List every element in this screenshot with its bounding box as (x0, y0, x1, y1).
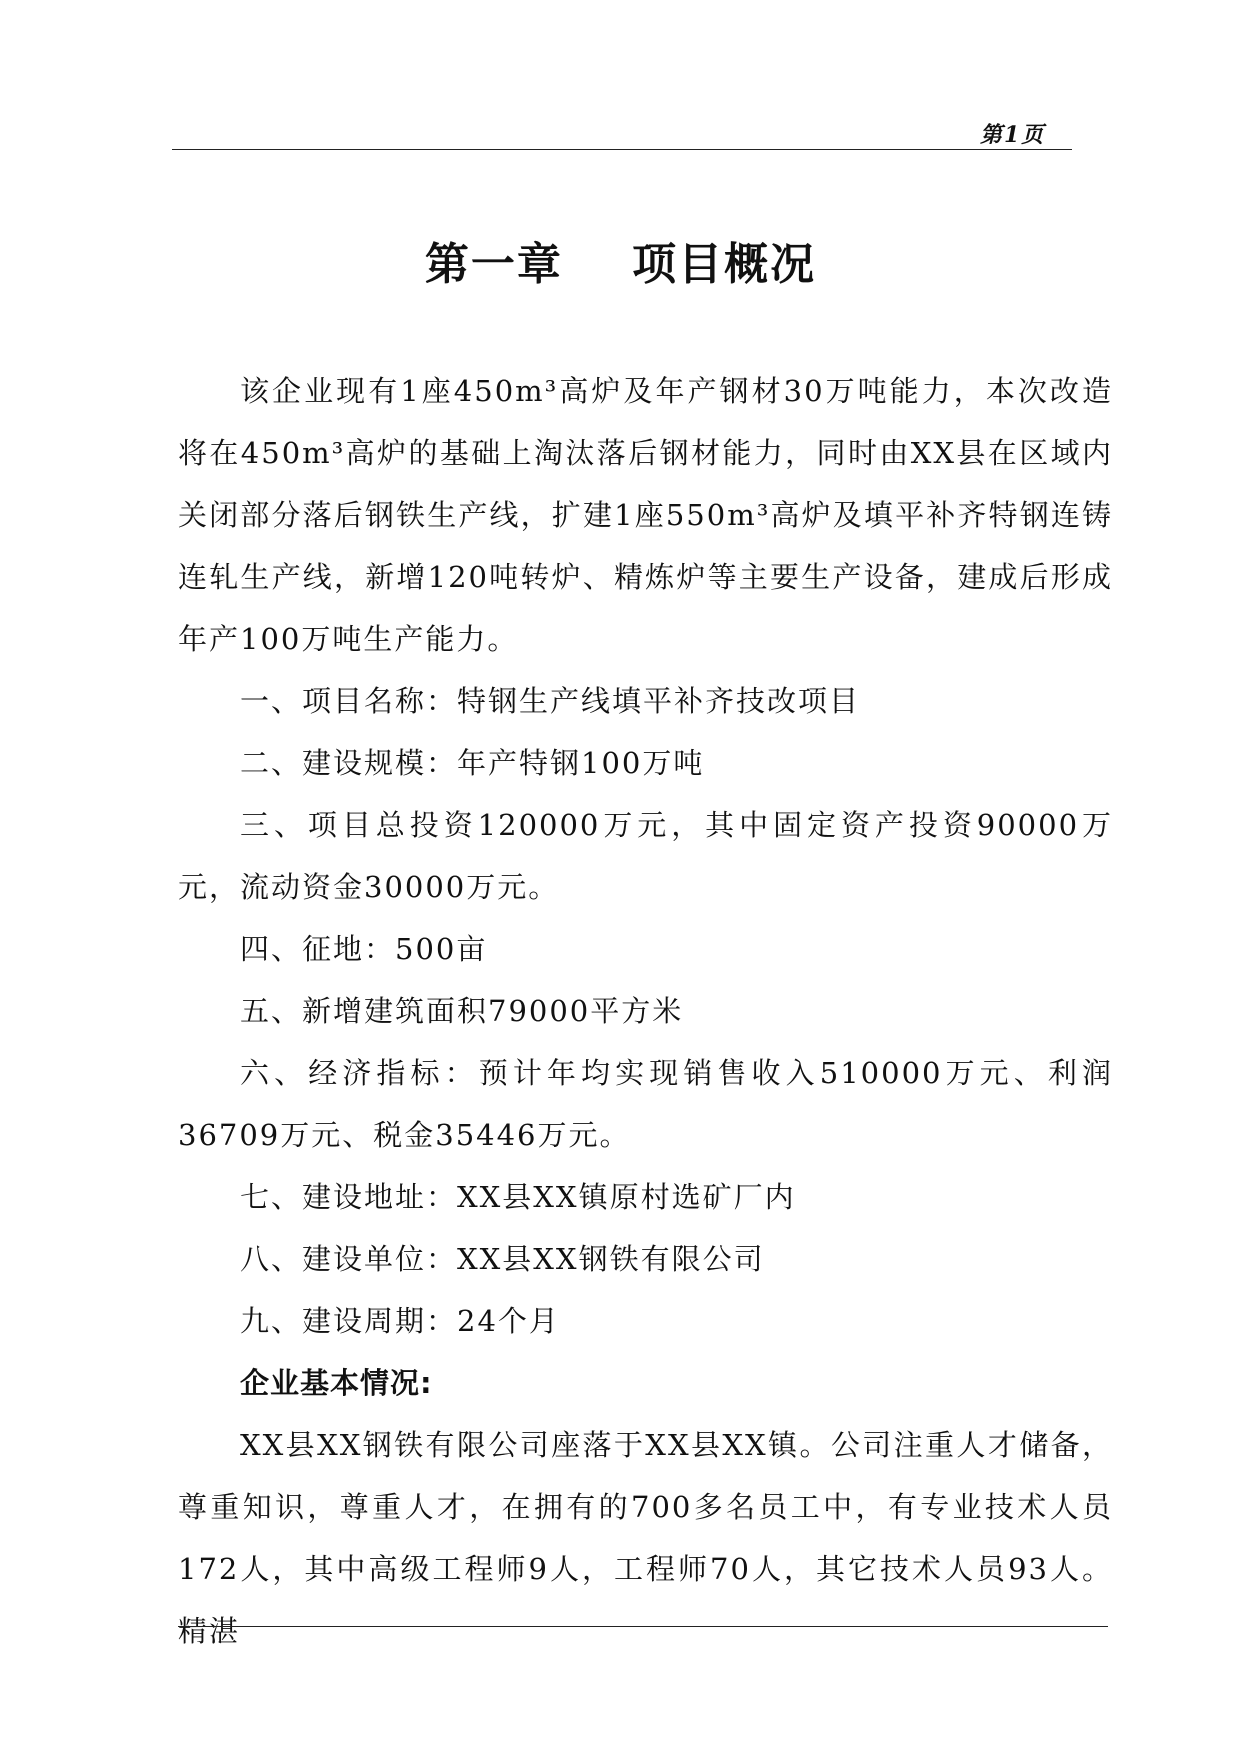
chapter-title: 第一章 项目概况 (424, 239, 817, 290)
item-construction-scale: 二、建设规模：年产特钢100万吨 (240, 746, 705, 780)
item-construction-address: 七、建设地址：XX县XX镇原村选矿厂内 (240, 1180, 796, 1214)
document-body (178, 360, 1113, 1662)
page-number: 第1页 (980, 122, 1046, 148)
item-economic-indicators: 六、经济指标：预计年均实现销售收入510000万元、利润36709万元、税金35446万元。 (178, 1056, 1113, 1152)
paragraph-intro: 该企业现有1座450m³高炉及年产钢材30万吨能力，本次改造将在450m³高炉的基础上淘汰落后钢材能力，同时由XX县在区域内关闭部分落后钢铁生产线，扩建1座550m³高炉及填平补齐特钢连铸连轧生产线，新增120吨转炉、精炼炉等主要生产设备，建成后形成年产100万吨生产能力。 (178, 374, 1113, 656)
item-project-name: 一、项目名称：特钢生产线填平补齐技改项目 (240, 684, 861, 718)
item-land-acquisition: 四、征地：500亩 (240, 932, 488, 966)
paragraph-company-overview: XX县XX钢铁有限公司座落于XX县XX镇。公司注重人才储备，尊重知识，尊重人才，在拥有的700多名员工中，有专业技术人员172人，其中高级工程师9人，工程师70人，其它技术人员93人。精湛 (178, 1428, 1113, 1648)
item-construction-period: 九、建设周期：24个月 (240, 1304, 560, 1338)
footer-divider (178, 1626, 1108, 1627)
section-heading-company: 企业基本情况: (240, 1366, 433, 1400)
item-total-investment: 三、项目总投资120000万元，其中固定资产投资90000万元，流动资金30000万元。 (178, 808, 1113, 904)
header-divider (172, 149, 1072, 150)
item-building-area: 五、新增建筑面积79000平方米 (240, 994, 684, 1028)
item-construction-unit: 八、建设单位：XX县XX钢铁有限公司 (240, 1242, 765, 1276)
